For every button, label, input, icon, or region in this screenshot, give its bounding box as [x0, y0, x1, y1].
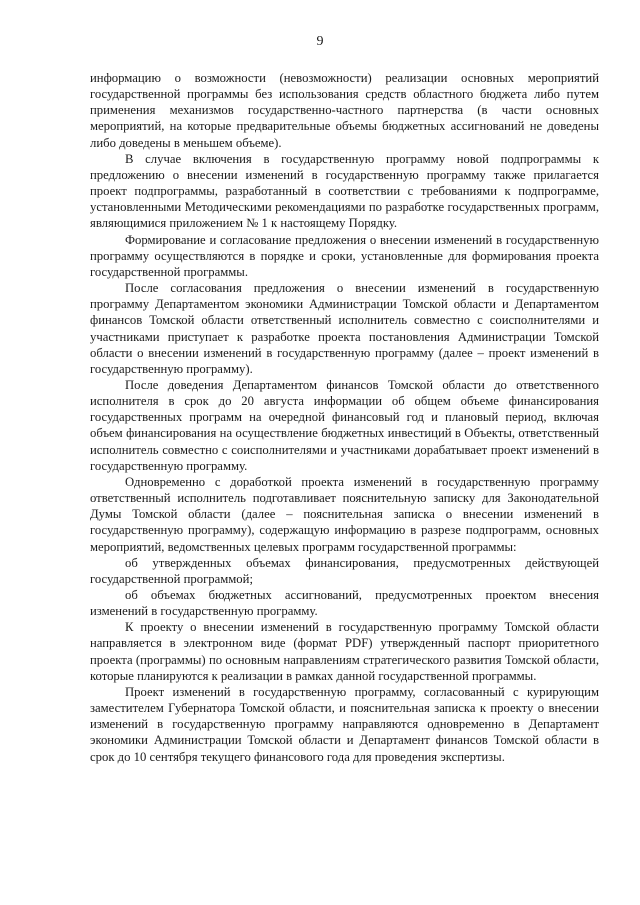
- paragraph-new-subprogram: В случае включения в государственную программу новой подпрограммы к предложению о внесении изменений в государственную программу также прилагается проект подпрограммы, разработанный в соответствии с требованиями к подпрограмме, установленными Методическими рекомендациями по разработке государственных программ, являющимися приложением № 1 к настоящему Порядку.: [90, 151, 599, 231]
- list-item-budget-allocations: об объемах бюджетных ассигнований, предусмотренных проектом внесения изменений в государственную программу.: [90, 588, 599, 619]
- paragraph-pdf-passport: К проекту о внесении изменений в государственную программу Томской области направляется в электронном виде (формат PDF) утвержденный паспорт приоритетного проекта (программы) по основным направлениям стратегического развития Томской области, которые планируются к реализации в рамках данной государственной программы.: [90, 620, 599, 683]
- page-number: 9: [316, 34, 324, 49]
- paragraph-after-approval: После согласования предложения о внесении изменений в государственную программу Департаментом экономики Администрации Томской области и Департаментом финансов Томской области ответственный исполнитель совместно с соисполнителями и участниками приступает к разработке проекта постановления Администрации Томской области о внесении изменений в государственную программу (далее – проект изменений в государственную программу).: [90, 281, 599, 376]
- paragraph-continuation: информацию о возможности (невозможности) реализации основных мероприятий государственной программы без использования средств областного бюджета либо путем применения механизмов государственно-частного партнерства (в части основных мероприятий, на которые предварительные объемы бюджетных ассигнований не доведены либо доведены в меньшем объеме).: [90, 71, 599, 150]
- paragraph-explanatory-note: Одновременно с доработкой проекта изменений в государственную программу ответственный исполнитель подготавливает пояснительную записку для Законодательной Думы Томской области (далее – пояснительная записка о внесении изменений в государственную программу), содержащую информацию в разрезе подпрограмм, основных мероприятий, ведомственных целевых программ государственной программы:: [90, 474, 599, 554]
- paragraph-submission: Проект изменений в государственную программу, согласованный с курирующим заместителем Губернатора Томской области, и пояснительная записка к проекту о внесении изменений в государственную программу направляются одновременно в Департамент экономики Администрации Томской области и Департамент финансов Томской области в срок до 10 сентября текущего финансового года для проведения экспертизы.: [90, 684, 599, 764]
- paragraph-formation-approval: Формирование и согласование предложения о внесении изменений в государственную программу осуществляются в порядке и сроки, установленные для формирования проекта государственной программы.: [90, 232, 599, 279]
- document-body: [90, 70, 599, 765]
- paragraph-after-notification: После доведения Департаментом финансов Томской области до ответственного исполнителя в срок до 20 августа информации об общем объеме финансирования государственных программ на очередной финансовый год и плановый период, включая объем финансирования на осуществление бюджетных инвестиций в Объекты, ответственный исполнитель совместно с соисполнителями и участниками дорабатывает проект изменений в государственную программу.: [90, 377, 599, 473]
- list-item-approved-volumes: об утвержденных объемах финансирования, предусмотренных действующей государственной программой;: [90, 555, 599, 586]
